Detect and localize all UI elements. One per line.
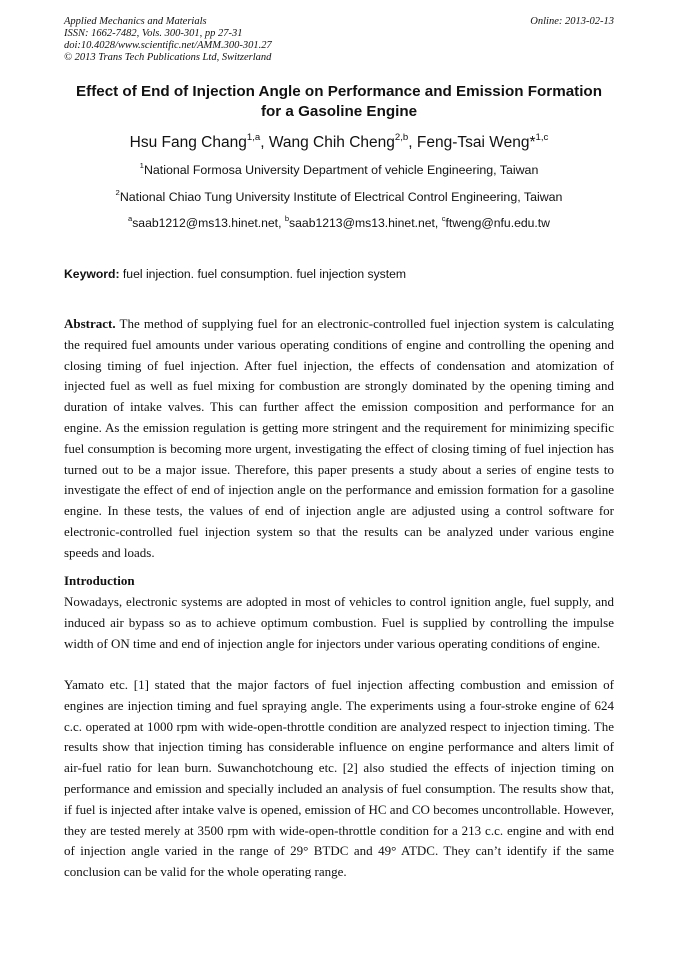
author-separator: , (408, 134, 417, 152)
paragraph-text: Nowadays, electronic systems are adopted in most of vehicles to control ignition angle, fuel supply, and induced air bypass so as to achieve optimum combustion. Fuel is supplied by controlling the impulse width of ON time and end of injection angle for injectors under various operating conditions of engine. (64, 594, 614, 651)
keyword-label: Keyword: (64, 267, 120, 281)
introduction-heading: Introduction (64, 573, 135, 588)
email-separator: , (278, 216, 285, 231)
journal-header (64, 16, 272, 64)
affiliation-1 (30, 159, 648, 178)
abstract-label: Abstract. (64, 316, 116, 331)
author-name: Feng-Tsai Weng* (416, 134, 536, 152)
author-affiliation-mark: 1,a (246, 132, 261, 144)
paper-title (50, 82, 628, 122)
email-mark: a (128, 214, 133, 224)
issn-line: ISSN: 1662-7482, Vols. 300-301, pp 27-31 (64, 28, 243, 39)
affiliation-text: National Formosa University Department of vehicle Engineering, Taiwan (143, 163, 539, 178)
author-list (40, 129, 638, 153)
affiliation-mark: 1 (139, 161, 144, 171)
online-date: Online: 2013-02-13 (530, 16, 614, 27)
email-address[interactable]: saab1212@ms13.hinet.net (132, 216, 279, 231)
affiliation-2 (30, 186, 648, 205)
author-affiliation-mark: 1,c (535, 132, 549, 144)
email-address[interactable]: saab1213@ms13.hinet.net (289, 216, 435, 231)
affiliation-mark: 2 (115, 188, 120, 198)
title-line-2: for a Gasoline Engine (260, 103, 418, 120)
email-mark: b (284, 214, 290, 224)
email-list (30, 212, 648, 231)
introduction-paragraph-2 (64, 675, 614, 883)
author-name: Hsu Fang Chang (129, 134, 247, 152)
email-mark: c (441, 214, 446, 224)
email-address[interactable]: ftweng@nfu.edu.tw (445, 216, 550, 231)
introduction-paragraph-1 (64, 592, 614, 654)
abstract-text: The method of supplying fuel for an electronic-controlled fuel injection system is calculating the required fuel amounts under various operating conditions of engine and controlling the opening and closing timing of fuel injection. After fuel injection, the effects of condensation and atomization of injected fuel as well as fuel mixing for combustion are strongly dominated by the opening timing and duration of intake valves. This can further affect the emission composition and performance for an engine. As the emission regulation is getting more stringent and the requirement for minimizing specific fuel consumption is becoming more urgent, investigating the effect of closing timing of fuel injection has turned out to be a major issue. Therefore, this paper presents a study about a series of engine tests to investigate the effect of end of injection angle on the performance and emission formation for a gasoline engine. In these tests, the values of end of injection angle are adjusted using a control software for electronic-controlled fuel injection system so that the results can be analyzed under various engine speeds and loads. (64, 316, 614, 560)
keywords (64, 266, 624, 282)
author-name: Wang Chih Cheng (268, 134, 395, 152)
journal-name: Applied Mechanics and Materials (64, 16, 207, 27)
email-separator: , (434, 216, 442, 231)
abstract (64, 314, 614, 564)
title-line-1: Effect of End of Injection Angle on Performance and Emission Formation (76, 83, 602, 100)
author-separator: , (260, 134, 269, 152)
keyword-text: fuel injection. fuel consumption. fuel injection system (119, 267, 407, 281)
affiliation-text: National Chiao Tung University Institute of Electrical Control Engineering, Taiwan (119, 190, 563, 205)
copyright-line: © 2013 Trans Tech Publications Ltd, Switzerland (64, 52, 272, 63)
author-affiliation-mark: 2,b (394, 132, 409, 144)
paragraph-text: Yamato etc. [1] stated that the major factors of fuel injection affecting combustion and emission of engines are injection timing and fuel spraying angle. The experiments using a four-stroke engine of 624 c.c. operated at 1000 rpm with wide-open-throttle condition are analyzed respect to injection timing. The results show that injection timing has considerable influence on engine performance and alters limit of air-fuel ratio for lean burn. Suwanchotchoung etc. [2] also studied the effects of injection timing on performance and emission and specially included an analysis of fuel consumption. The results show that, if fuel is injected after intake valve is opened, emission of HC and CO becomes uncontrollable. However, they are tested merely at 3500 rpm with wide-open-throttle condition for a 213 c.c. engine and with end of injection angle varied in the range of 29° BTDC and 49° ATDC. They can’t identify if the same conclusion can be valid for the whole operating range. (64, 677, 614, 880)
doi-line: doi:10.4028/www.scientific.net/AMM.300-301.27 (64, 40, 272, 51)
